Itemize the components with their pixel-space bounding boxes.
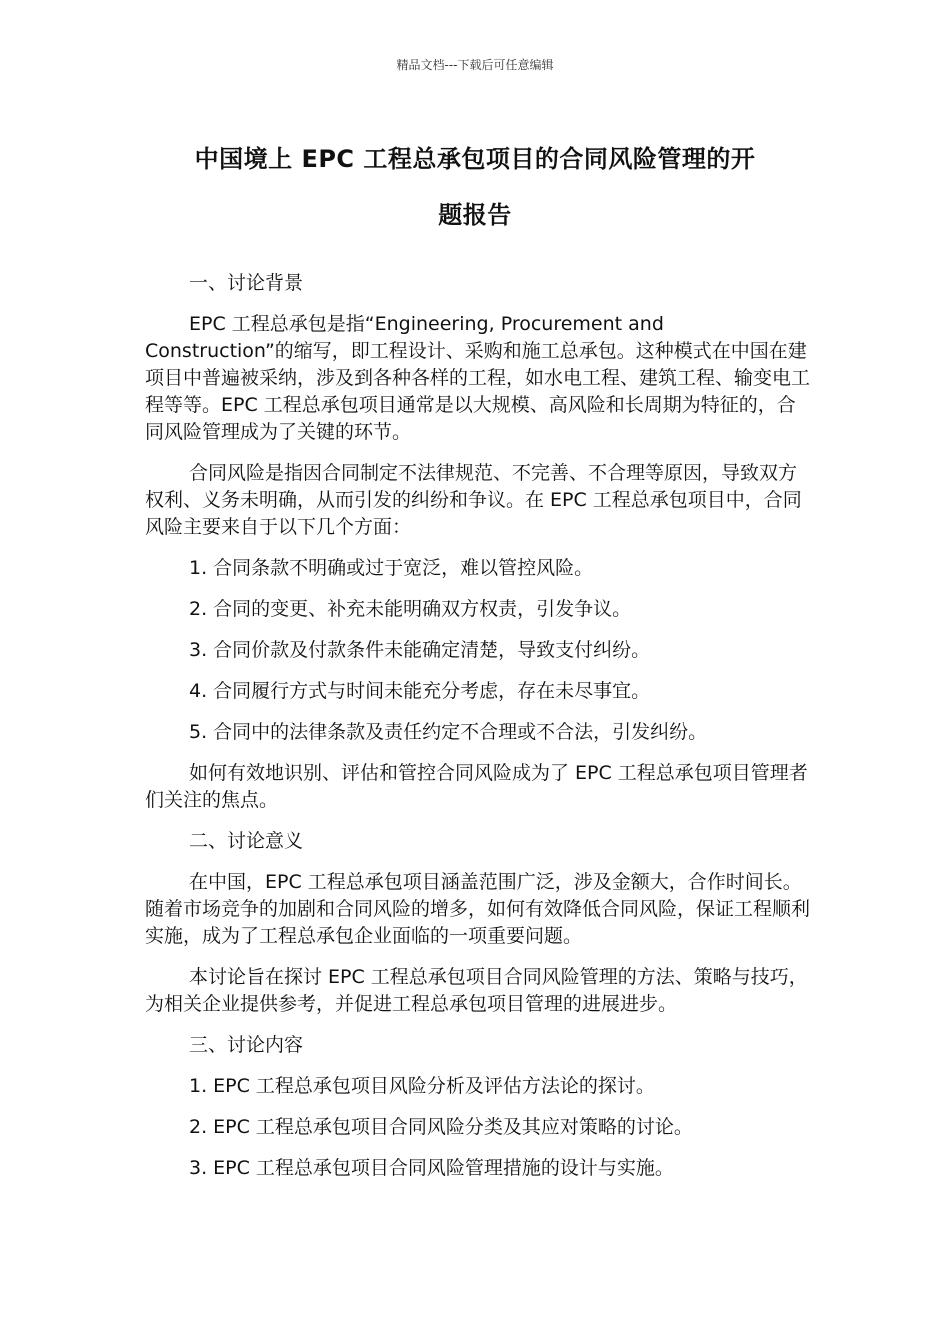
list-item-risk-3: 3. 合同价款及付款条件未能确定清楚，导致支付纠纷。 xyxy=(189,639,651,661)
paragraph-significance: 在中国，EPC 工程总承包项目涵盖范围广泛，涉及金额大，合作时间长。随着市场竞争的加剧和合同风险的增多，如何有效降低合同风险，保证工程顺利实施，成为了工程总承包企业面临的一项重要问题。 xyxy=(145,871,811,947)
section-heading-significance: 二、讨论意义 xyxy=(189,830,304,852)
section-heading-background: 一、讨论背景 xyxy=(189,272,304,294)
paragraph-focus: 如何有效地识别、评估和管控合同风险成为了 EPC 工程总承包项目管理者们关注的焦点。 xyxy=(145,762,808,811)
paragraph-purpose: 本讨论旨在探讨 EPC 工程总承包项目合同风险管理的方法、策略与技巧，为相关企业提供参考，并促进工程总承包项目管理的进展进步。 xyxy=(145,966,808,1015)
title-line-1: 中国境上 EPC 工程总承包项目的合同风险管理的开 xyxy=(194,145,756,173)
document-title xyxy=(140,131,810,243)
list-item-risk-4: 4. 合同履行方式与时间未能充分考虑，存在未尽事宜。 xyxy=(189,680,651,702)
list-item-content-2: 2. EPC 工程总承包项目合同风险分类及其应对策略的讨论。 xyxy=(189,1116,693,1138)
section-heading-content: 三、讨论内容 xyxy=(189,1034,304,1056)
paragraph-epc-definition: EPC 工程总承包是指“Engineering, Procurement and Construction”的缩写，即工程设计、采购和施工总承包。这种模式在中国在建项目中普遍被采纳，涉及到各种各样的工程，如水电工程、建筑工程、输变电工程等等。EPC 工程总承包项目通常是以大规模、高风险和长周期为特征的，合同风险管理成为了关键的环节。 xyxy=(145,313,811,443)
list-item-risk-2: 2. 合同的变更、补充未能明确双方权责，引发争议。 xyxy=(189,598,632,620)
title-line-2: 题报告 xyxy=(438,201,512,229)
list-item-risk-5: 5. 合同中的法律条款及责任约定不合理或不合法，引发纠纷。 xyxy=(189,721,708,743)
list-item-content-3: 3. EPC 工程总承包项目合同风险管理措施的设计与实施。 xyxy=(189,1157,674,1179)
list-item-risk-1: 1. 合同条款不明确或过于宽泛，难以管控风险。 xyxy=(189,557,594,579)
page-header: 精品文档---下载后可任意编辑 xyxy=(396,58,554,72)
paragraph-contract-risk: 合同风险是指因合同制定不法律规范、不完善、不合理等原因，导致双方权利、义务未明确，从而引发的纠纷和争议。在 EPC 工程总承包项目中，合同风险主要来自于以下几个方面： xyxy=(145,462,802,538)
list-item-content-1: 1. EPC 工程总承包项目风险分析及评估方法论的探讨。 xyxy=(189,1075,655,1097)
document-body xyxy=(145,270,810,1196)
